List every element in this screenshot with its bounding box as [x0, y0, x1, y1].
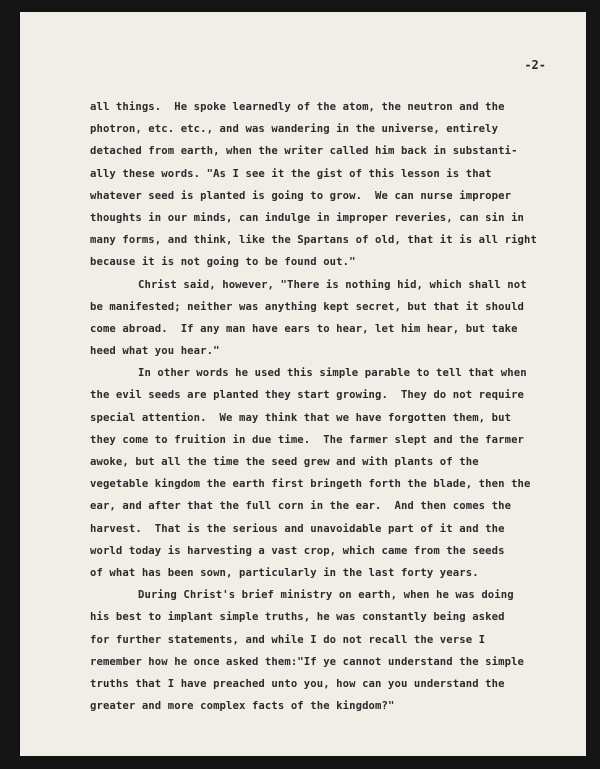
text-line: come abroad. If any man have ears to hear, let him hear, but take [90, 322, 518, 335]
text-line: harvest. That is the serious and unavoidable part of it and the [90, 522, 505, 535]
typed-page [20, 12, 586, 756]
text-line: for further statements, and while I do not recall the verse I [90, 633, 486, 646]
paragraph [90, 274, 570, 363]
text-line: of what has been sown, particularly in the last forty years. [90, 566, 479, 579]
text-line: all things. He spoke learnedly of the atom, the neutron and the [90, 101, 505, 113]
text-line: world today is harvesting a vast crop, which came from the seeds [90, 544, 505, 557]
text-line: vegetable kingdom the earth first bringeth forth the blade, then the [90, 478, 531, 491]
page-number: -2- [524, 58, 546, 72]
paragraph [90, 362, 570, 584]
text-line: special attention. We may think that we have forgotten them, but [90, 411, 512, 424]
paragraph [90, 96, 570, 274]
text-line: whatever seed is planted is going to grow. We can nurse improper [90, 189, 512, 202]
text-line: Christ said, however, "There is nothing hid, which shall not [138, 278, 527, 291]
text-line: remember how he once asked them:"If ye cannot understand the simple [90, 655, 525, 668]
text-line: truths that I have preached unto you, how can you understand the [90, 677, 505, 690]
text-line: ally these words. "As I see it the gist of this lesson is that [90, 167, 492, 180]
text-line: heed what you hear." [90, 345, 220, 358]
text-line: the evil seeds are planted they start growing. They do not require [90, 389, 525, 402]
text-line: During Christ's brief ministry on earth, when he was doing [138, 589, 514, 602]
text-line: because it is not going to be found out." [90, 256, 356, 269]
text-line: greater and more complex facts of the kingdom?" [90, 700, 395, 713]
document-body [90, 96, 570, 717]
text-line: his best to implant simple truths, he was constantly being asked [90, 611, 505, 624]
text-line: many forms, and think, like the Spartans of old, that it is all right [90, 234, 537, 247]
text-line: photron, etc. etc., and was wandering in the universe, entirely [90, 123, 499, 136]
text-line: they come to fruition in due time. The farmer slept and the farmer [90, 433, 525, 446]
paragraph [90, 584, 570, 717]
text-line: detached from earth, when the writer called him back in substanti- [90, 145, 518, 158]
text-line: ear, and after that the full corn in the ear. And then comes the [90, 500, 512, 513]
text-line: awoke, but all the time the seed grew and with plants of the [90, 456, 479, 468]
text-line: be manifested; neither was anything kept secret, but that it should [90, 300, 525, 313]
text-line: thoughts in our minds, can indulge in improper reveries, can sin in [90, 211, 525, 224]
text-line: In other words he used this simple parable to tell that when [138, 367, 527, 380]
